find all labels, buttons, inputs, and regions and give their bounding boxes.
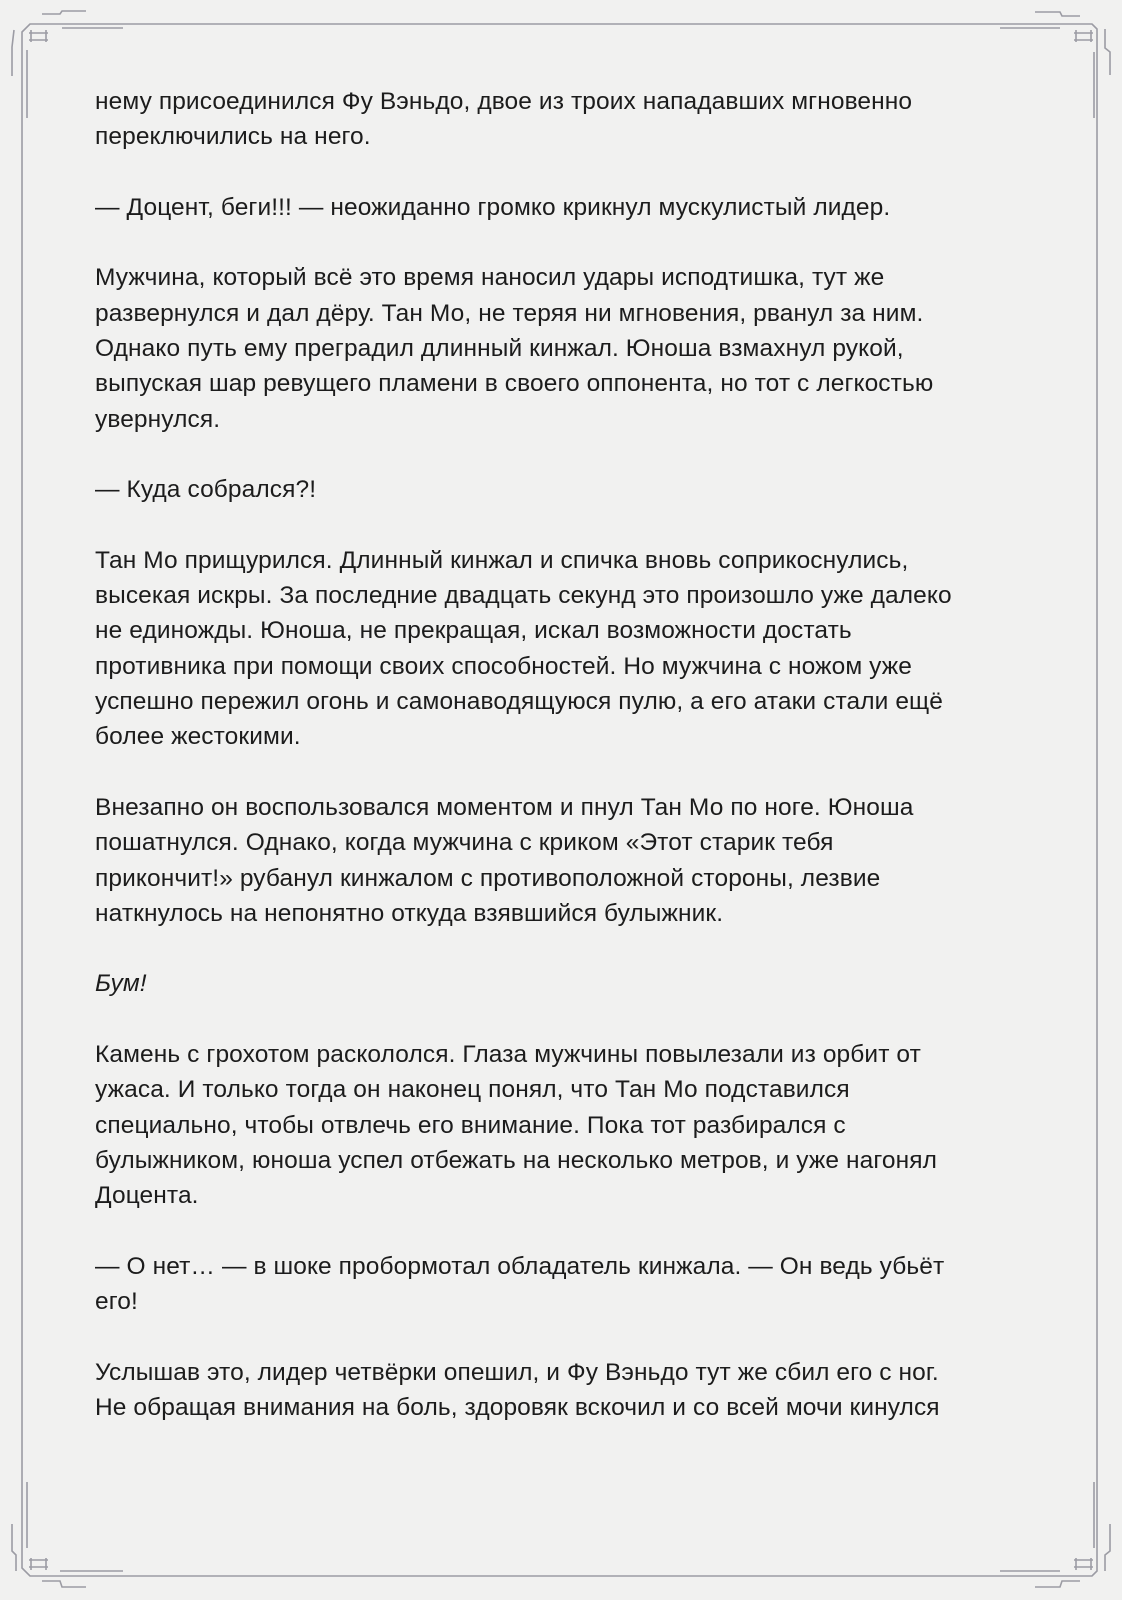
corner-ornament-bottom-left <box>12 1482 123 1587</box>
paragraph-dialogue: — Доцент, беги!!! — неожиданно громко крикнул мускулистый лидер. <box>95 193 891 221</box>
corner-ornament-top-right <box>1000 12 1110 118</box>
paragraph: Услышав это, лидер четвёрки опешил, и Фу Вэньдо тут же сбил его с ног. Не обращая внимания на боль, здоровяк вскочил и со всей мочи кинулся <box>95 1358 940 1421</box>
corner-ornament-bottom-right <box>1000 1482 1110 1587</box>
paragraph: Внезапно он воспользовался моментом и пнул Тан Мо по ноге. Юноша пошатнулся. Однако, когда мужчина с криком «Этот старик тебя прикончит!» рубанул кинжалом с противоположной стороны, лезвие наткнулось на непонятно откуда взявшийся булыжник. <box>95 793 914 927</box>
paragraph-dialogue: — О нет… — в шоке пробормотал обладатель кинжала. — Он ведь убьёт его! <box>95 1252 945 1316</box>
paragraph: Мужчина, который всё это время наносил удары исподтишка, тут же развернулся и дал дёру. Тан Мо, не теряя ни мгновения, рванул за ним. Однако путь ему преградил длинный кинжал. Юноша взмахнул рукой, выпуская шар ревущего пламени в своего оппонента, но тот с легкостью увернулся. <box>95 264 934 433</box>
paragraph: нему присоединился Фу Вэньдо, двое из троих нападавших мгновенно переключились на него. <box>95 88 913 151</box>
paragraph-dialogue: — Куда собрался?! <box>95 476 317 504</box>
paragraph: Тан Мо прищурился. Длинный кинжал и спичка вновь соприкоснулись, высекая искры. За последние двадцать секунд это произошло уже далеко не единожды. Юноша, не прекращая, искал возможности достать противника при помощи своих способностей. Но мужчина с ножом уже успешно пережил огонь и самонаводящуюся пулю, а его атаки стали ещё более жестокими. <box>95 546 952 751</box>
document-page <box>95 84 1015 1461</box>
paragraph-sound-effect: Бум! <box>95 970 147 998</box>
paragraph: Камень с грохотом раскололся. Глаза мужчины повылезали из орбит от ужаса. И только тогда он наконец понял, что Тан Мо подставился специально, чтобы отвлечь его внимание. Пока тот разбирался с булыжником, юноша успел отбежать на несколько метров, и уже нагонял Доцента. <box>95 1041 938 1210</box>
